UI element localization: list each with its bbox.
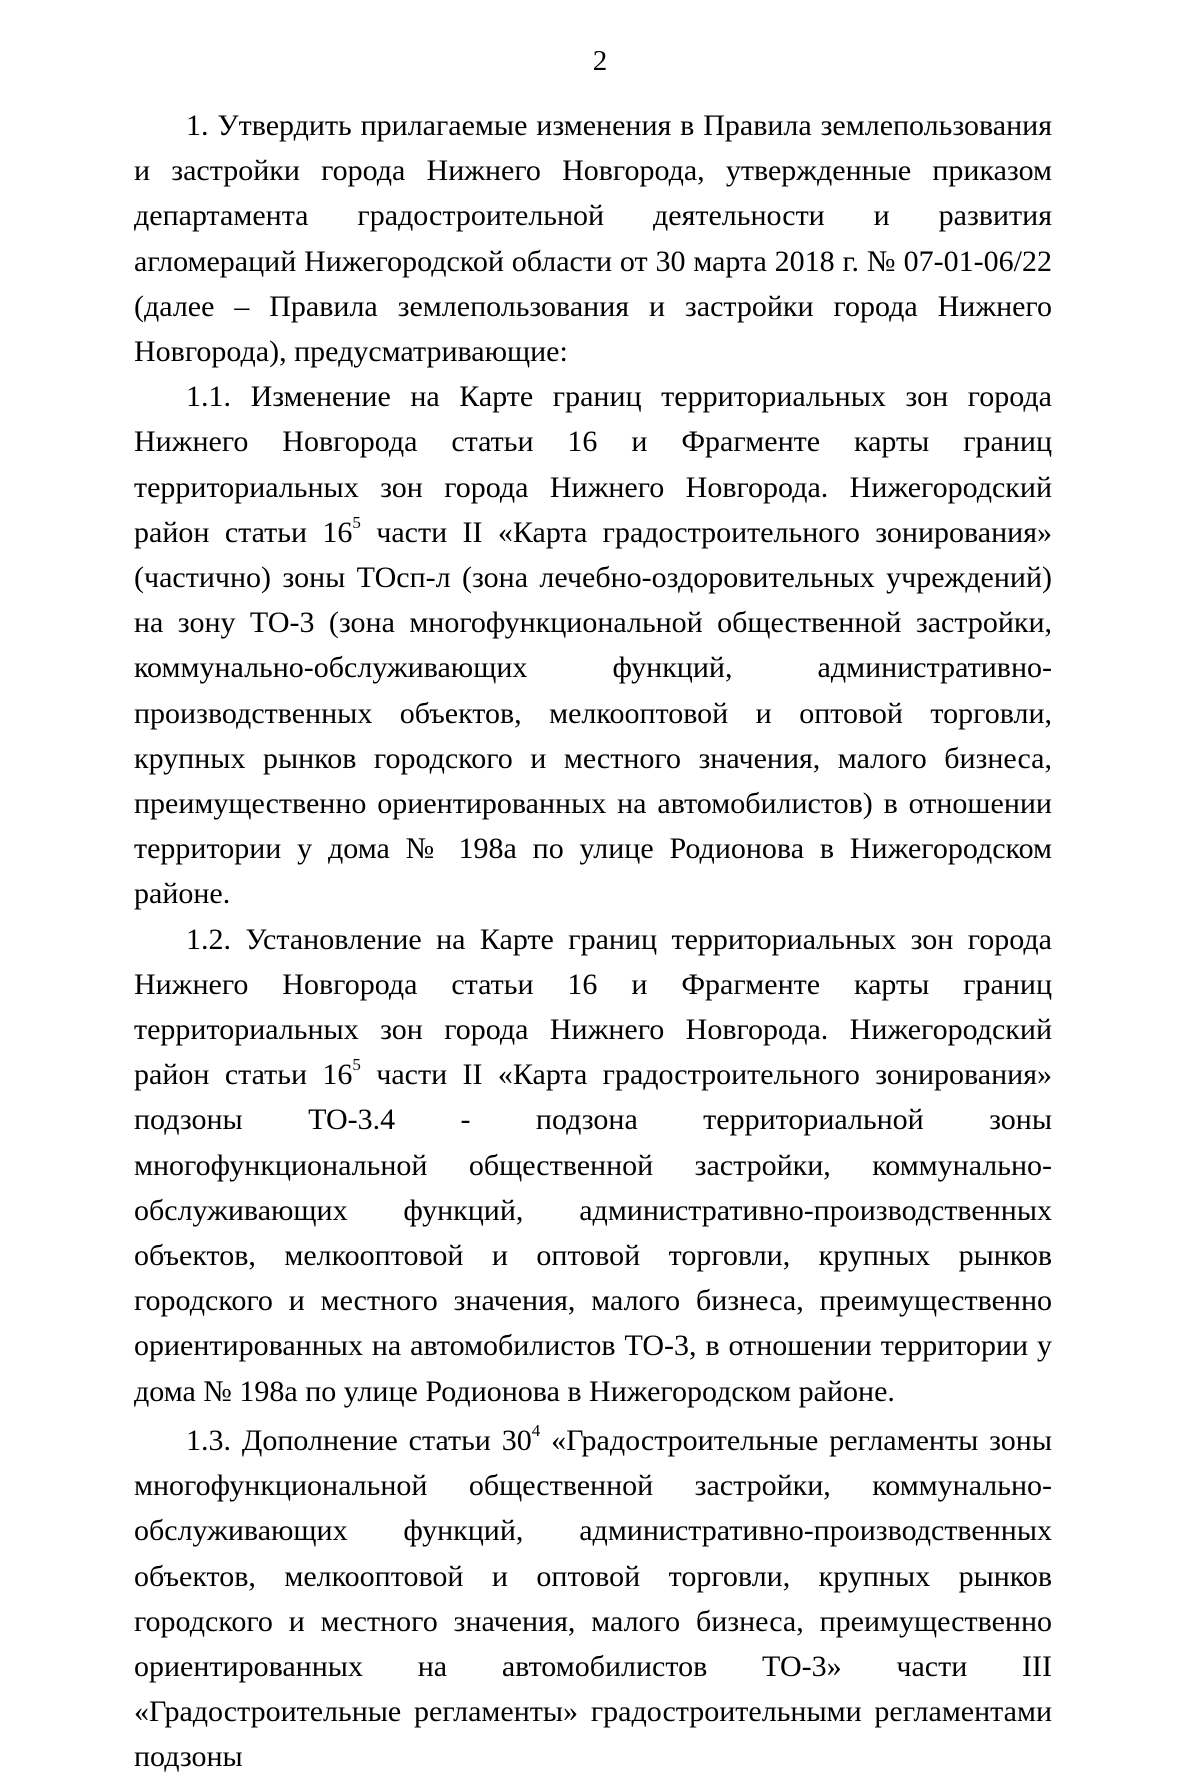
paragraph-1-2-superscript: 5 — [352, 1055, 361, 1075]
paragraph-1: 1. Утвердить прилагаемые изменения в Правила землепользования и застройки города Нижнего Новгорода, утвержденные приказом департамента градостроительной деятельности и развития агломераций Нижегородской области от 30 марта 2018 г. № 07-01-06/22 (далее – Правила землепользования и застройки города Нижнего Новгорода), предусматривающие: — [134, 109, 1052, 369]
paragraph-1-3-superscript: 4 — [531, 1420, 541, 1440]
paragraph-1-1 — [134, 374, 1052, 916]
page-number: 2 — [592, 45, 608, 77]
paragraph-1-2-text-after: части II «Карта градостроительного зонирования» подзоны ТО-3.4 - подзона территориальной зоны многофункциональной общественной застройки, коммунально-обслуживающих функций, административно-производственных объектов, мелкооптовой и оптовой торговли, крупных рынков городского и местного значения, малого бизнеса, преимущественно ориентированных на автомобилистов ТО-3, в отношении территории у дома № 198а по улице Родионова в Нижегородском районе. — [134, 1058, 1052, 1408]
paragraph-1-3 — [134, 1418, 1052, 1780]
paragraph-1-2 — [134, 917, 1052, 1414]
paragraph-1-3-text-after: «Градостроительные регламенты зоны многофункциональной общественной застройки, коммунально-обслуживающих функций, административно-производственных объектов, мелкооптовой и оптовой торговли, крупных рынков городского и местного значения, малого бизнеса, преимущественно ориентированных на автомобилистов ТО-3» части III «Градостроительные регламенты» градостроительными регламентами подзоны — [134, 1423, 1052, 1774]
paragraph-1-2-text-before: 1.2. Установление на Карте границ территориальных зон города Нижнего Новгорода статьи 16 и Фрагменте карты границ территориальных зон города Нижнего Новгорода. Нижегородский район статьи 16 — [134, 922, 1052, 1092]
paragraph-1-1-text-before: 1.1. Изменение на Карте границ территориальных зон города Нижнего Новгорода статьи 16 и Фрагменте карты границ территориальных зон города Нижнего Новгорода. Нижегородский район статьи 16 — [134, 380, 1052, 549]
paragraph-1-1-superscript: 5 — [352, 512, 361, 532]
document-body — [134, 103, 1052, 1780]
paragraph-1-3-text-before: 1.3. Дополнение статьи 30 — [186, 1423, 532, 1457]
paragraph-1-1-text-after: части II «Карта градостроительного зонирования» (частично) зоны ТОсп-л (зона лечебно-оздоровительных учреждений) на зону ТО-3 (зона многофункциональной общественной застройки, коммунально-обслуживающих функций, административно-производственных объектов, мелкооптовой и оптовой торговли, крупных рынков городского и местного значения, малого бизнеса, преимущественно ориентированных на автомобилистов) в отношении территории у дома № 198а по улице Родионова в Нижегородском районе. — [134, 515, 1052, 911]
